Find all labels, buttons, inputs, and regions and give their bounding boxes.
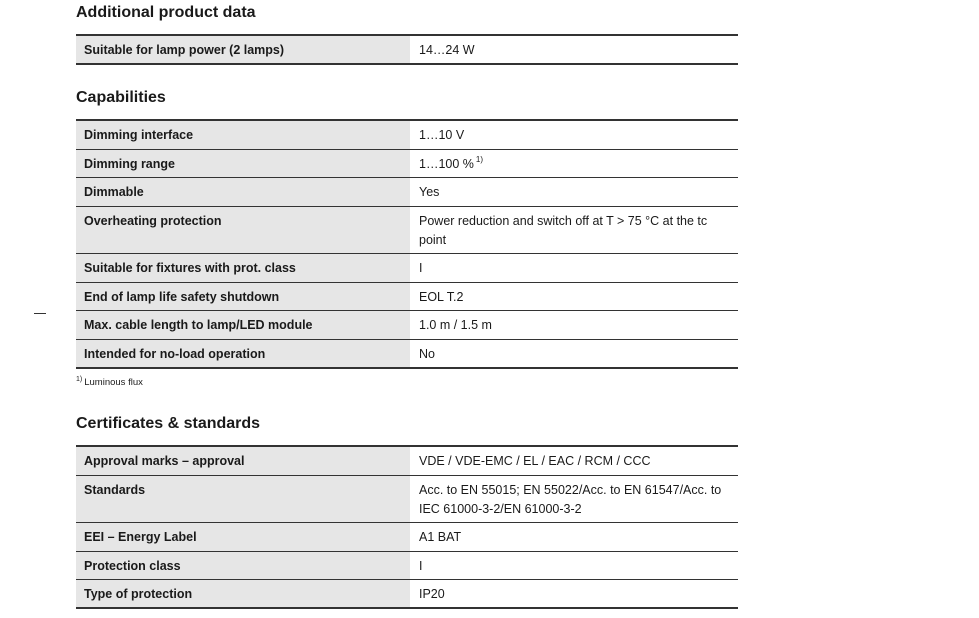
table-row: [76, 579, 738, 608]
footnote-marker: 1): [76, 376, 83, 383]
table-row: [76, 253, 738, 282]
table-row: [76, 206, 738, 253]
section-title-additional-product-data: Additional product data: [76, 4, 256, 21]
table-row: [76, 177, 738, 206]
margin-dash: [34, 313, 46, 314]
row-label: Dimming range: [76, 149, 410, 177]
row-label: Suitable for lamp power (2 lamps): [76, 35, 410, 64]
row-value: A1 BAT: [410, 522, 738, 551]
row-label: Max. cable length to lamp/LED module: [76, 310, 410, 339]
row-value: No: [410, 339, 738, 368]
row-label: EEI – Energy Label: [76, 522, 410, 551]
table-row: [76, 310, 738, 339]
row-label: Overheating protection: [76, 206, 410, 253]
row-label: Protection class: [76, 551, 410, 579]
row-value: VDE / VDE-EMC / EL / EAC / RCM / CCC: [410, 446, 738, 475]
section-title-capabilities: Capabilities: [76, 89, 166, 106]
row-value: I: [410, 551, 738, 579]
additional-product-data-table: [76, 34, 738, 65]
row-value: [410, 149, 738, 177]
footnote: [76, 376, 143, 388]
row-label: Standards: [76, 475, 410, 522]
table-row: [76, 475, 738, 522]
table-row: [76, 551, 738, 579]
capabilities-table: [76, 119, 738, 369]
table-row: [76, 522, 738, 551]
table-row: [76, 149, 738, 177]
row-value: Yes: [410, 177, 738, 206]
row-value: 14…24 W: [410, 35, 738, 64]
row-value: 1…10 V: [410, 120, 738, 149]
row-value: Acc. to EN 55015; EN 55022/Acc. to EN 61547/Acc. to IEC 61000-3-2/EN 61000-3-2: [410, 475, 738, 522]
row-value-text: 1…100 %: [419, 156, 474, 171]
row-label: Type of protection: [76, 579, 410, 608]
table-row: [76, 339, 738, 368]
row-label: Suitable for fixtures with prot. class: [76, 253, 410, 282]
row-label: End of lamp life safety shutdown: [76, 282, 410, 310]
table-row: [76, 120, 738, 149]
table-row: [76, 282, 738, 310]
row-value: IP20: [410, 579, 738, 608]
row-value: I: [410, 253, 738, 282]
section-title-certificates-standards: Certificates & standards: [76, 415, 261, 432]
table-row: [76, 35, 738, 64]
row-label: Approval marks – approval: [76, 446, 410, 475]
row-label: Intended for no-load operation: [76, 339, 410, 368]
row-value: Power reduction and switch off at T > 75 °C at the tc point: [410, 206, 738, 253]
footnote-ref: 1): [475, 155, 484, 165]
row-label: Dimming interface: [76, 120, 410, 149]
footnote-text: Luminous flux: [84, 377, 143, 389]
row-value: 1.0 m / 1.5 m: [410, 310, 738, 339]
table-row: [76, 446, 738, 475]
row-label: Dimmable: [76, 177, 410, 206]
row-value: EOL T.2: [410, 282, 738, 310]
certificates-standards-table: [76, 445, 738, 609]
